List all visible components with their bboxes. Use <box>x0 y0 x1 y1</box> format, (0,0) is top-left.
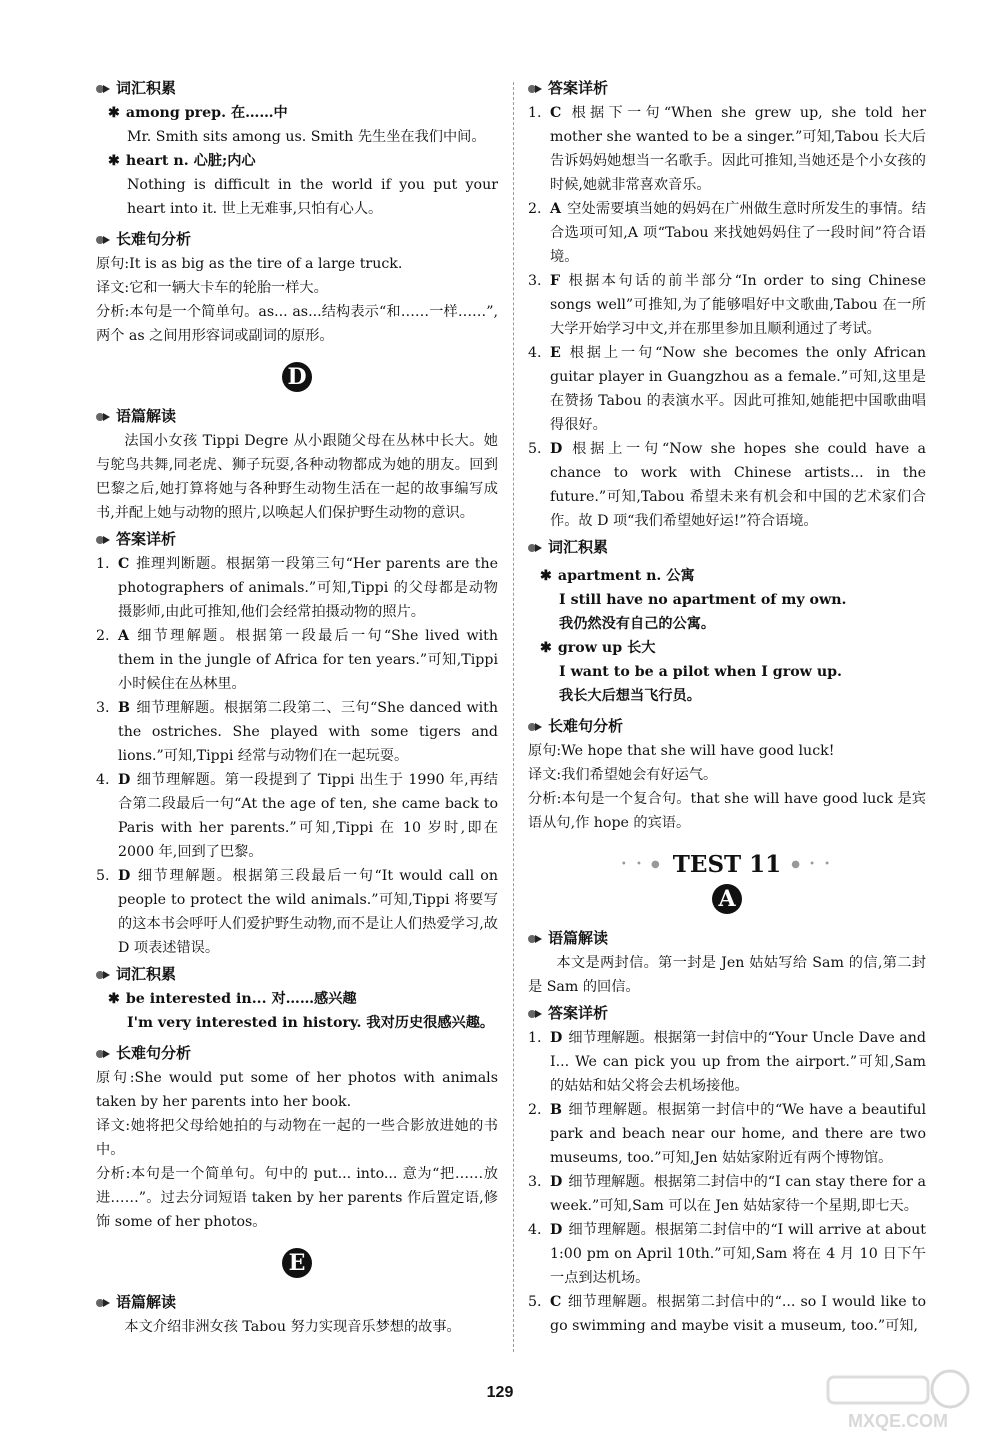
passage-letter-a: A <box>712 884 742 914</box>
section-arrow-icon <box>528 722 542 732</box>
answer-key: D <box>550 1222 563 1238</box>
section-heading: 长难句分析 <box>96 227 498 252</box>
answer-item: 2. B 细节理解题。根据第一封信中的“We have a beautiful park and beach near our home, and there are two museums, too.”可知,Jen 姑姑家附近有两个博物馆。 <box>528 1102 926 1166</box>
section-heading: 词汇积累 <box>528 535 926 560</box>
vocab-entry: ✱ apartment n. 公寓 <box>540 568 695 584</box>
answer-item: 3. D 细节理解题。根据第二封信中的“I can stay there for a week.”可知,Sam 可以在 Jen 姑姑家待一个星期,即七天。 <box>528 1174 926 1214</box>
answer-key: B <box>118 700 130 716</box>
page-number: 129 <box>486 1384 514 1401</box>
answer-item: 5. D 根据上一句“Now she hopes she could have a chance to work with Chinese artists... in the future.”可知,Tabou 希望未来有机会和中国的艺术家们合作。故 D 项“我们希望她好运!”符合语境。 <box>528 441 926 529</box>
section-arrow-icon <box>96 1298 110 1308</box>
answer-key: C <box>550 105 562 121</box>
section-arrow-icon <box>96 535 110 545</box>
column-divider <box>513 82 514 1352</box>
passage-summary: 法国小女孩 Tippi Degre 从小跟随父母在丛林中长大。她与鸵鸟共舞,同老虎、狮子玩耍,各种动物都成为她的朋友。回到巴黎之后,她打算将她与各种野生动物生活在一起的故事编写成书,并配上她与动物的照片,以唤起人们保护野生动物的意识。 <box>96 433 498 521</box>
answer-item: 4. D 细节理解题。第一段提到了 Tippi 出生于 1990 年,再结合第二段最后一句“At the age of ten, she came back to Paris with her parents.”可知,Tippi 在 10 岁时,即在 2000 年,回到了巴黎。 <box>96 772 498 860</box>
vocab-example: Mr. Smith sits among us. Smith 先生坐在我们中间。 <box>127 129 486 145</box>
vocab-example: I still have no apartment of my own. <box>559 592 847 608</box>
section-heading: 词汇积累 <box>96 962 498 987</box>
vocab-entry: ✱ heart n. 心脏;内心 <box>108 153 256 169</box>
star-icon: ✱ <box>108 991 120 1007</box>
answer-item: 3. F 根据本句话的前半部分“In order to sing Chinese songs well”可推知,为了能够唱好中文歌曲,Tabou 在一所大学开始学习中文,并在那里参加且顺利通过了考试。 <box>528 273 926 337</box>
decor-dots-icon: ● • • <box>791 859 834 870</box>
translation: 译文:她将把父母给她拍的与动物在一起的一些合影放进她的书中。 <box>96 1118 498 1158</box>
section-arrow-icon <box>96 412 110 422</box>
vocab-example-translation: 我长大后想当飞行员。 <box>559 688 701 704</box>
translation: 译文:它和一辆大卡车的轮胎一样大。 <box>96 280 328 296</box>
star-icon: ✱ <box>108 153 120 169</box>
answer-key: D <box>550 441 563 457</box>
right-column <box>528 74 926 1338</box>
translation: 译文:我们希望她会有好运气。 <box>528 767 718 783</box>
answer-item: 5. D 细节理解题。根据第三段最后一句“It would call on people to protect the wild animals.”可知,Tippi 将要写的这本书会呼吁人们爱护野生动物,而不是让人们热爱学习,故 D 项表述错误。 <box>96 868 498 956</box>
section-heading: 语篇解读 <box>528 926 926 951</box>
vocab-example: I want to be a pilot when I grow up. <box>559 664 842 680</box>
answer-item: 3. B 细节理解题。根据第二段第二、三句“She danced with the ostriches. She played with some tigers and lions.”可知,Tippi 经常与动物们在一起玩耍。 <box>96 700 498 764</box>
answer-item: 1. D 细节理解题。根据第一封信中的“Your Uncle Dave and I... We can pick you up from the airport.”可知,Sam 的姑姑和姑父将会去机场接他。 <box>528 1030 926 1094</box>
answer-key: E <box>550 345 561 361</box>
section-heading: 语篇解读 <box>96 404 498 429</box>
section-heading: 词汇积累 <box>96 76 498 101</box>
answer-key: B <box>550 1102 562 1118</box>
answer-item: 5. C 细节理解题。根据第二封信中的“... so I would like to go swimming and maybe visit a museum, too.”可知, <box>528 1294 926 1334</box>
test-title: TEST 11 <box>672 851 782 878</box>
watermark-text: MXQE.COM <box>847 1411 949 1431</box>
passage-summary: 本文是两封信。第一封是 Jen 姑姑写给 Sam 的信,第二封是 Sam 的回信。 <box>528 955 926 995</box>
star-icon: ✱ <box>540 568 552 584</box>
vocab-entry: ✱ among prep. 在……中 <box>108 105 288 121</box>
answer-item: 2. A 细节理解题。根据第一段最后一句“She lived with them in the jungle of Africa for ten years.”可知,Tippi 小时候住在丛林里。 <box>96 628 498 692</box>
answer-key: A <box>550 201 562 217</box>
section-arrow-icon <box>528 543 542 553</box>
section-heading: 长难句分析 <box>528 714 926 739</box>
vocab-example: I'm very interested in history. 我对历史很感兴趣。 <box>127 1015 495 1031</box>
passage-summary: 本文介绍非洲女孩 Tabou 努力实现音乐梦想的故事。 <box>124 1319 461 1335</box>
analysis: 分析:本句是一个简单句。as... as...结构表示“和……一样……”,两个 as 之间用形容词或副词的原形。 <box>96 304 498 344</box>
answer-key: D <box>550 1174 563 1190</box>
left-column <box>96 74 498 1339</box>
vocab-entry: ✱ be interested in... 对……感兴趣 <box>108 991 357 1007</box>
passage-letter-d: D <box>282 362 312 392</box>
answer-item: 1. C 推理判断题。根据第一段第三句“Her parents are the photographers of animals.”可知,Tippi 的父母都是动物摄影师,由此可推知,他们会经常拍摄动物的照片。 <box>96 556 498 620</box>
test-header <box>528 851 926 878</box>
section-arrow-icon <box>96 970 110 980</box>
star-icon: ✱ <box>108 105 120 121</box>
section-arrow-icon <box>96 84 110 94</box>
section-arrow-icon <box>528 934 542 944</box>
analysis: 分析:本句是一个简单句。句中的 put... into... 意为“把……放进……”。过去分词短语 taken by her parents 作后置定语,修饰 some of her photos。 <box>96 1166 498 1230</box>
answer-key: D <box>550 1030 563 1046</box>
vocab-entry: ✱ grow up 长大 <box>540 640 656 656</box>
answer-item: 2. A 空处需要填当她的妈妈在广州做生意时所发生的事情。结合选项可知,A 项“Tabou 来找她妈妈住了一段时间”符合语境。 <box>528 201 926 265</box>
section-heading: 语篇解读 <box>96 1290 498 1315</box>
original-sentence: 原句:We hope that she will have good luck! <box>528 743 835 759</box>
section-heading: 长难句分析 <box>96 1041 498 1066</box>
section-arrow-icon <box>528 1009 542 1019</box>
analysis: 分析:本句是一个复合句。that she will have good luck 是宾语从句,作 hope 的宾语。 <box>528 791 926 831</box>
answer-key: D <box>118 772 131 788</box>
original-sentence: 原句:She would put some of her photos with animals taken by her parents into her book. <box>96 1070 498 1110</box>
section-arrow-icon <box>96 235 110 245</box>
answer-item: 1. C 根据下一句“When she grew up, she told her mother she wanted to be a singer.”可知,Tabou 长大后告诉妈妈她想当一名歌手。因此可推知,当她还是个小女孩的时候,她就非常喜欢音乐。 <box>528 105 926 193</box>
decor-dots-icon: • • ● <box>620 859 663 870</box>
section-heading: 答案详析 <box>96 527 498 552</box>
answer-item: 4. E 根据上一句“Now she becomes the only African guitar player in Guangzhou as a female.”可知,这里是在赞扬 Tabou 的表演水平。因此可推知,她能把中国歌曲唱得很好。 <box>528 345 926 433</box>
passage-letter-e: E <box>282 1248 312 1278</box>
vocab-example-translation: 我仍然没有自己的公寓。 <box>559 616 716 632</box>
star-icon: ✱ <box>540 640 552 656</box>
vocab-example: Nothing is difficult in the world if you put your heart into it. 世上无难事,只怕有心人。 <box>127 177 498 217</box>
original-sentence: 原句:It is as big as the tire of a large truck. <box>96 256 403 272</box>
section-arrow-icon <box>96 1049 110 1059</box>
answer-key: C <box>118 556 130 572</box>
section-heading: 答案详析 <box>528 1001 926 1026</box>
section-heading: 答案详析 <box>528 76 926 101</box>
answer-item: 4. D 细节理解题。根据第二封信中的“I will arrive at about 1:00 pm on April 10th.”可知,Sam 将在 4 月 10 日下午一点到达机场。 <box>528 1222 926 1286</box>
answer-key: D <box>118 868 131 884</box>
answer-key: F <box>550 273 561 289</box>
section-arrow-icon <box>528 84 542 94</box>
answer-key: C <box>550 1294 562 1310</box>
answer-key: A <box>118 628 130 644</box>
